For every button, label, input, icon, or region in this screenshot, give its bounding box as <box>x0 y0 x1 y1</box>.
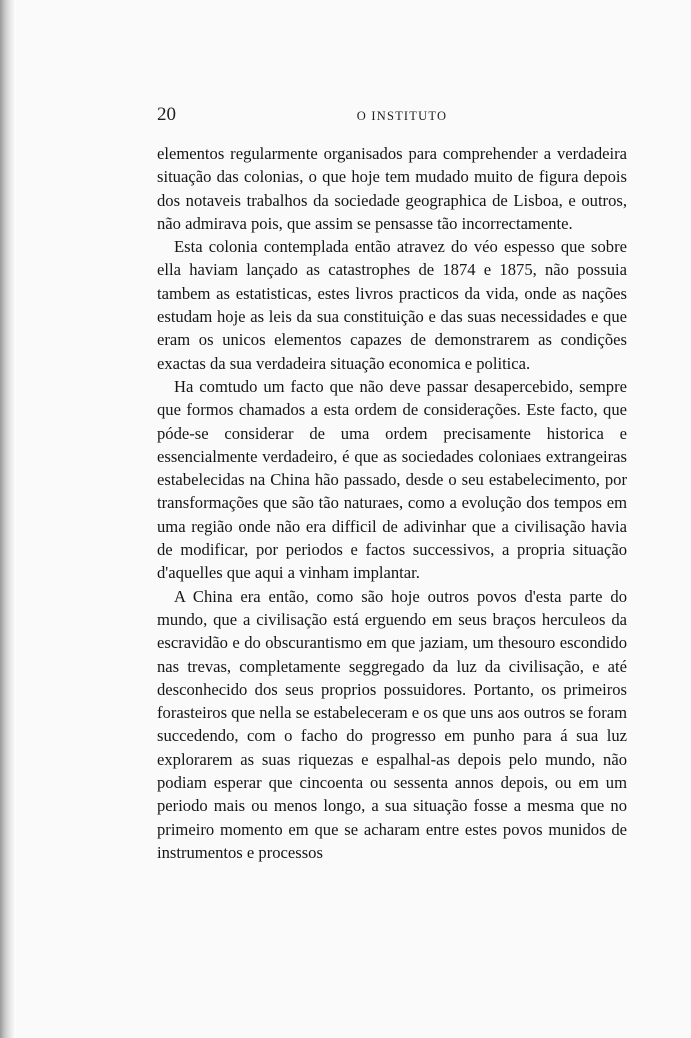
paragraph: Ha comtudo um facto que não deve passar desapercebido, sempre que formos chamados a esta ordem de considerações. Este facto, que póde-se considerar de uma ordem precisamente historica e essencialmente verdadeiro, é que as sociedades coloniaes extrangeiras estabelecidas na China hão passado, desde o seu estabelecimento, por transformações que são tão naturaes, como a evolução dos tempos em uma região onde não era difficil de adivinhar que a civilisação havia de modificar, por periodos e factos successivos, a propria situação d'aquelles que aqui a vinham implantar. <box>157 376 627 583</box>
paragraph: A China era então, como são hoje outros povos d'esta parte do mundo, que a civilisação está erguendo em seus braços herculeos da escravidão e do obscurantismo em que jaziam, um thesouro escondido nas trevas, completamente seggregado da luz da civilisação, e até desconhecido dos seus proprios possuidores. Portanto, os primeiros forasteiros que nella se estabeleceram e os que uns aos outros se foram succedendo, com o facho do progresso em punho para á sua luz explorarem as suas riquezas e espalhal-as depois pelo mundo, não podiam esperar que cincoenta ou sessenta annos depois, ou em um periodo mais ou menos longo, a sua situação fosse a mesma que no primeiro momento em que se acharam entre estes povos munidos de instrumentos e processos <box>157 586 627 862</box>
paragraph: Esta colonia contemplada então atravez do véo espesso que sobre ella haviam lançado as catastrophes de 1874 e 1875, não possuia tambem as estatisticas, estes livros practicos da vida, onde as nações estudam hoje as leis da sua constituição e das suas necessidades e que eram os unicos elementos capazes de demonstrarem as condições exactas da sua verdadeira situação economica e politica. <box>157 237 627 373</box>
body-text <box>157 142 627 864</box>
running-title: O INSTITUTO <box>356 109 448 123</box>
scan-binding-shadow <box>0 0 16 1038</box>
paragraph-continuation: elementos regularmente organisados para comprehender a verdadeira situação das colonias, o que hoje tem mudado muito de figura depois dos notaveis trabalhos da sociedade geographica de Lisboa, e outros, não admirava pois, que assim se pensasse tão incorrectamente. <box>157 144 627 233</box>
running-header <box>157 104 627 130</box>
page-number: 20 <box>157 104 176 125</box>
